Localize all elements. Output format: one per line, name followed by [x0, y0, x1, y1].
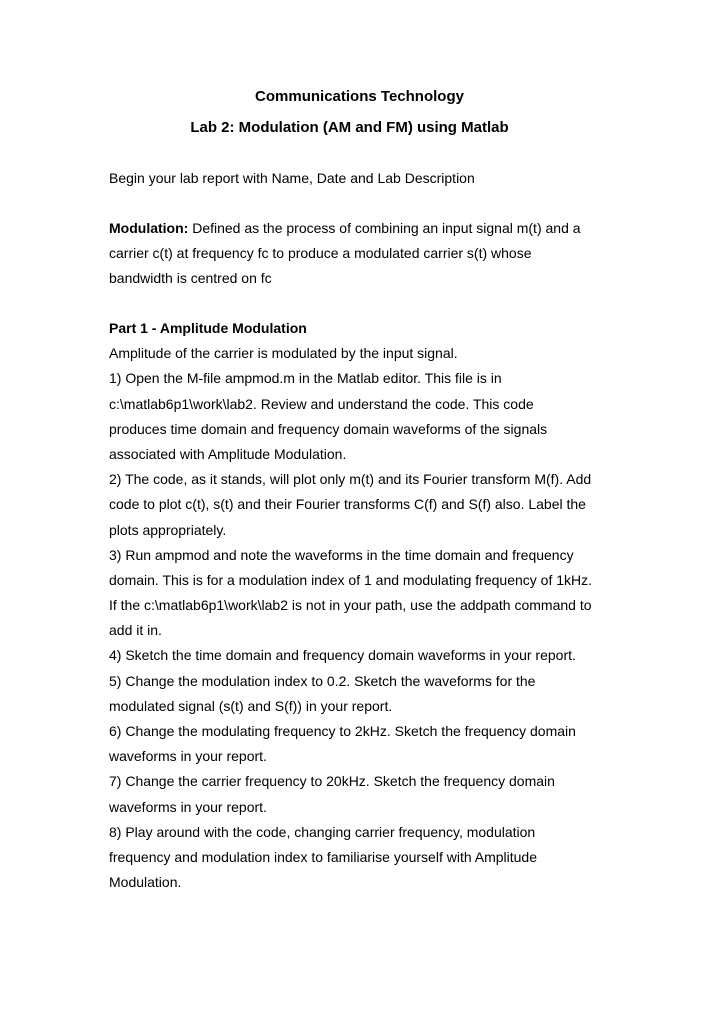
- definition-line-1: [109, 216, 709, 241]
- part1-line: Modulation.: [109, 874, 182, 891]
- document-title: Communications Technology: [255, 88, 464, 105]
- definition-line-3: bandwidth is centred on fc: [109, 270, 272, 287]
- part1-line: 1) Open the M-file ampmod.m in the Matlab editor. This file is in: [109, 370, 502, 387]
- intro-line: Begin your lab report with Name, Date and Lab Description: [109, 170, 475, 186]
- part1-section: [109, 316, 709, 895]
- document-subtitle: Lab 2: Modulation (AM and FM) using Matlab: [190, 119, 509, 136]
- part1-line: 2) The code, as it stands, will plot only m(t) and its Fourier transform M(f). Add: [109, 471, 592, 488]
- part1-line: 8) Play around with the code, changing carrier frequency, modulation: [109, 823, 536, 840]
- part1-line: 6) Change the modulating frequency to 2kHz. Sketch the frequency domain: [109, 723, 576, 739]
- part1-line: code to plot c(t), s(t) and their Fourier transforms C(f) and S(f) also. Label the: [109, 496, 586, 513]
- part1-line: frequency and modulation index to familiarise yourself with Amplitude: [109, 848, 538, 865]
- part1-line: domain. This is for a modulation index of 1 and modulating frequency of 1kHz.: [109, 571, 593, 588]
- definition-paragraph: [109, 216, 709, 292]
- definition-text-1: Defined as the process of combining an input signal m(t) and a: [188, 220, 581, 236]
- part1-line: 7) Change the carrier frequency to 20kHz. Sketch the frequency domain: [109, 773, 555, 790]
- definition-term: Modulation:: [109, 220, 189, 236]
- part1-line: Amplitude of the carrier is modulated by the input signal.: [109, 345, 458, 362]
- part1-line: modulated signal (s(t) and S(f)) in your report.: [109, 697, 393, 714]
- part1-line: plots appropriately.: [109, 521, 227, 538]
- definition-line-2: carrier c(t) at frequency fc to produce a modulated carrier s(t) whose: [109, 245, 532, 262]
- part1-heading: Part 1 - Amplitude Modulation: [109, 320, 307, 336]
- part1-line: produces time domain and frequency domain waveforms of the signals: [109, 420, 548, 437]
- part1-line: waveforms in your report.: [109, 798, 267, 815]
- part1-line: associated with Amplitude Modulation.: [109, 445, 347, 462]
- part1-line: c:\matlab6p1\work\lab2. Review and understand the code. This code: [109, 395, 534, 412]
- intro-paragraph: [109, 166, 709, 191]
- part1-line: add it in.: [109, 622, 162, 639]
- part1-line: 4) Sketch the time domain and frequency domain waveforms in your report.: [109, 647, 576, 664]
- part1-line: waveforms in your report.: [109, 748, 267, 765]
- part1-line: 3) Run ampmod and note the waveforms in the time domain and frequency: [109, 546, 574, 563]
- part1-line: If the c:\matlab6p1\work\lab2 is not in your path, use the addpath command to: [109, 597, 592, 614]
- part1-line: 5) Change the modulation index to 0.2. Sketch the waveforms for the: [109, 672, 536, 689]
